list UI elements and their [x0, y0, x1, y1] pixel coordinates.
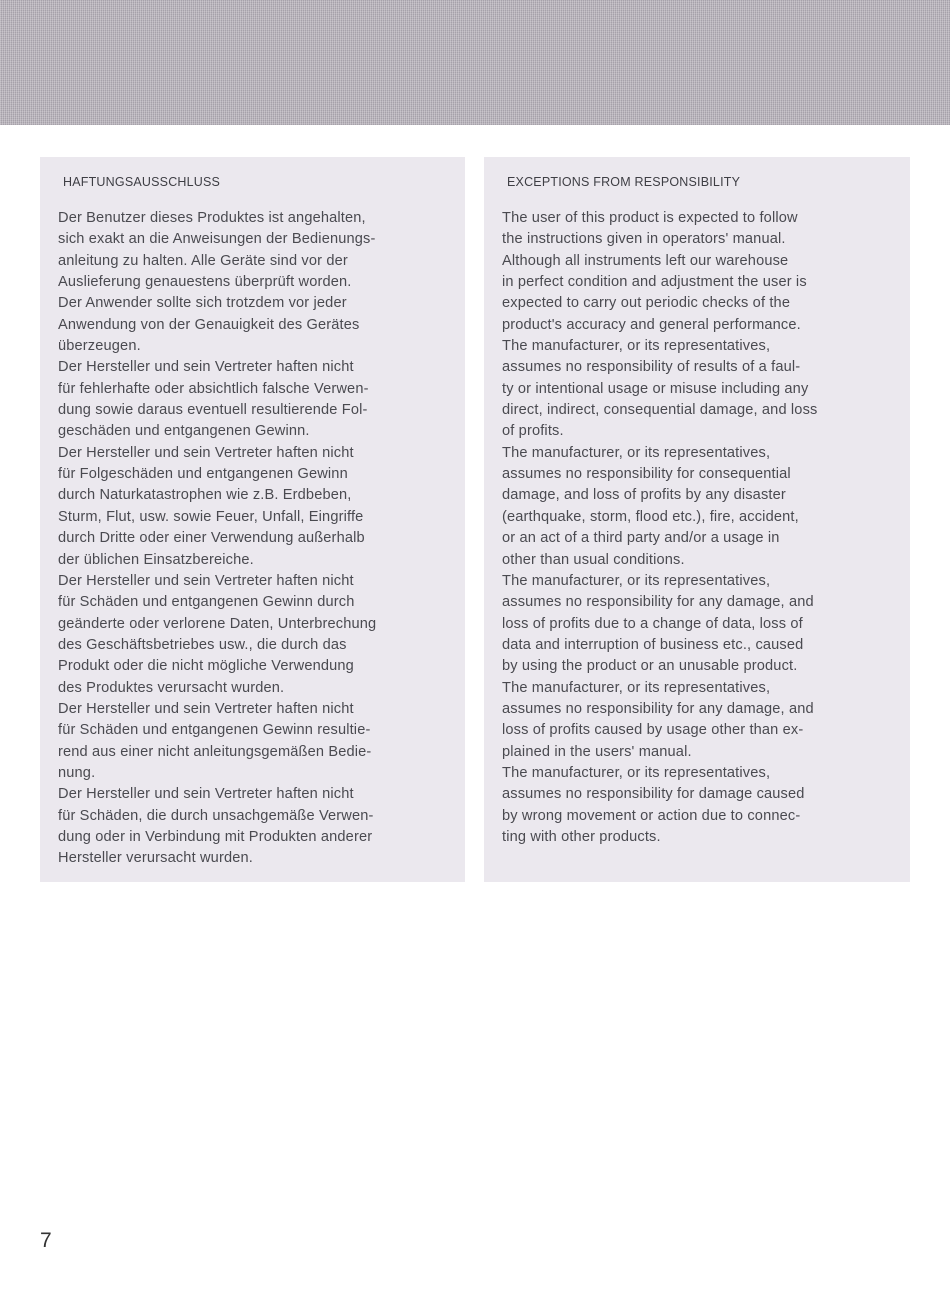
text-line: by wrong movement or action due to connec- [502, 807, 801, 824]
text-line: The manufacturer, or its representatives, [502, 338, 771, 355]
english-heading: EXCEPTIONS FROM RESPONSIBILITY [507, 175, 741, 189]
text-line: dung sowie daraus eventuell resultierende Fol- [58, 402, 368, 419]
text-line: der üblichen Einsatzbereiche. [58, 551, 254, 568]
text-line: Sturm, Flut, usw. sowie Feuer, Unfall, Eingriffe [58, 508, 364, 525]
text-line: The manufacturer, or its representatives, [502, 679, 771, 696]
text-line: für Schäden, die durch unsachgemäße Verwen- [58, 807, 374, 824]
text-line: ting with other products. [502, 828, 661, 845]
text-line: für Schäden und entgangenen Gewinn durch [58, 594, 355, 611]
german-disclaimer-box [40, 157, 465, 882]
text-line: The user of this product is expected to follow [502, 210, 798, 226]
text-line: Anwendung von der Genauigkeit des Gerätes [58, 316, 360, 333]
text-line: by using the product or an unusable product. [502, 658, 798, 675]
text-line: plained in the users' manual. [502, 743, 692, 760]
text-line: the instructions given in operators' manual. [502, 231, 786, 248]
text-line: geschäden und entgangenen Gewinn. [58, 423, 310, 440]
text-line: damage, and loss of profits by any disaster [502, 487, 786, 504]
page-number: 7 [40, 1229, 52, 1252]
text-line: Hersteller verursacht wurden. [58, 850, 253, 867]
text-line: assumes no responsibility for damage caused [502, 786, 805, 803]
text-line: für fehlerhafte oder absichtlich falsche Verwen- [58, 380, 369, 397]
text-line: durch Naturkatastrophen wie z.B. Erdbeben, [58, 487, 352, 504]
text-line: Der Hersteller und sein Vertreter haften nicht [58, 700, 354, 717]
text-line: nung. [58, 764, 96, 781]
text-line: assumes no responsibility for consequential [502, 466, 791, 483]
english-disclaimer-box [484, 157, 910, 882]
text-line: The manufacturer, or its representatives, [502, 444, 771, 461]
text-line: The manufacturer, or its representatives, [502, 764, 771, 781]
text-line: überzeugen. [58, 338, 141, 355]
text-line: ty or intentional usage or misuse including any [502, 380, 809, 397]
text-line: Der Benutzer dieses Produktes ist angehalten, [58, 210, 366, 226]
text-line: für Schäden und entgangenen Gewinn resultie- [58, 722, 371, 739]
text-line: product's accuracy and general performance. [502, 316, 801, 333]
text-line: Der Hersteller und sein Vertreter haften nicht [58, 444, 354, 461]
text-line: Produkt oder die nicht mögliche Verwendung [58, 658, 354, 675]
text-line: Der Anwender sollte sich trotzdem vor jeder [58, 295, 347, 312]
german-body [58, 208, 376, 870]
text-line: other than usual conditions. [502, 551, 685, 568]
text-line: durch Dritte oder einer Verwendung außerhalb [58, 530, 365, 547]
text-line: in perfect condition and adjustment the user is [502, 274, 807, 291]
text-line: für Folgeschäden und entgangenen Gewinn [58, 466, 348, 483]
text-line: rend aus einer nicht anleitungsgemäßen Bedie- [58, 743, 372, 760]
text-line: The manufacturer, or its representatives, [502, 572, 771, 589]
text-line: or an act of a third party and/or a usage in [502, 530, 780, 547]
text-line: Although all instruments left our warehouse [502, 252, 789, 269]
text-line: dung oder in Verbindung mit Produkten anderer [58, 828, 373, 845]
english-body [502, 208, 817, 848]
text-line: (earthquake, storm, flood etc.), fire, accident, [502, 508, 799, 525]
text-line: expected to carry out periodic checks of the [502, 295, 791, 312]
text-line: Der Hersteller und sein Vertreter haften nicht [58, 572, 354, 589]
text-line: direct, indirect, consequential damage, and loss [502, 402, 818, 419]
text-line: assumes no responsibility for any damage, and [502, 700, 814, 717]
text-line: assumes no responsibility for any damage, and [502, 594, 814, 611]
text-line: loss of profits caused by usage other than ex- [502, 722, 804, 739]
text-line: geänderte oder verlorene Daten, Unterbrechung [58, 615, 377, 632]
text-line: des Produktes verursacht wurden. [58, 679, 285, 696]
text-line: data and interruption of business etc., caused [502, 636, 804, 653]
text-line: assumes no responsibility of results of a faul- [502, 359, 801, 376]
text-line: anleitung zu halten. Alle Geräte sind vor der [58, 252, 348, 269]
header-band [0, 0, 950, 125]
german-heading: HAFTUNGSAUSSCHLUSS [63, 175, 221, 189]
text-line: Der Hersteller und sein Vertreter haften nicht [58, 359, 354, 376]
text-line: loss of profits due to a change of data, loss of [502, 615, 803, 632]
text-line: sich exakt an die Anweisungen der Bedienungs- [58, 231, 376, 248]
text-line: des Geschäftsbetriebes usw., die durch das [58, 636, 347, 653]
text-line: of profits. [502, 423, 564, 440]
text-line: Der Hersteller und sein Vertreter haften nicht [58, 786, 354, 803]
text-line: Auslieferung genauestens überprüft worden. [58, 274, 352, 291]
